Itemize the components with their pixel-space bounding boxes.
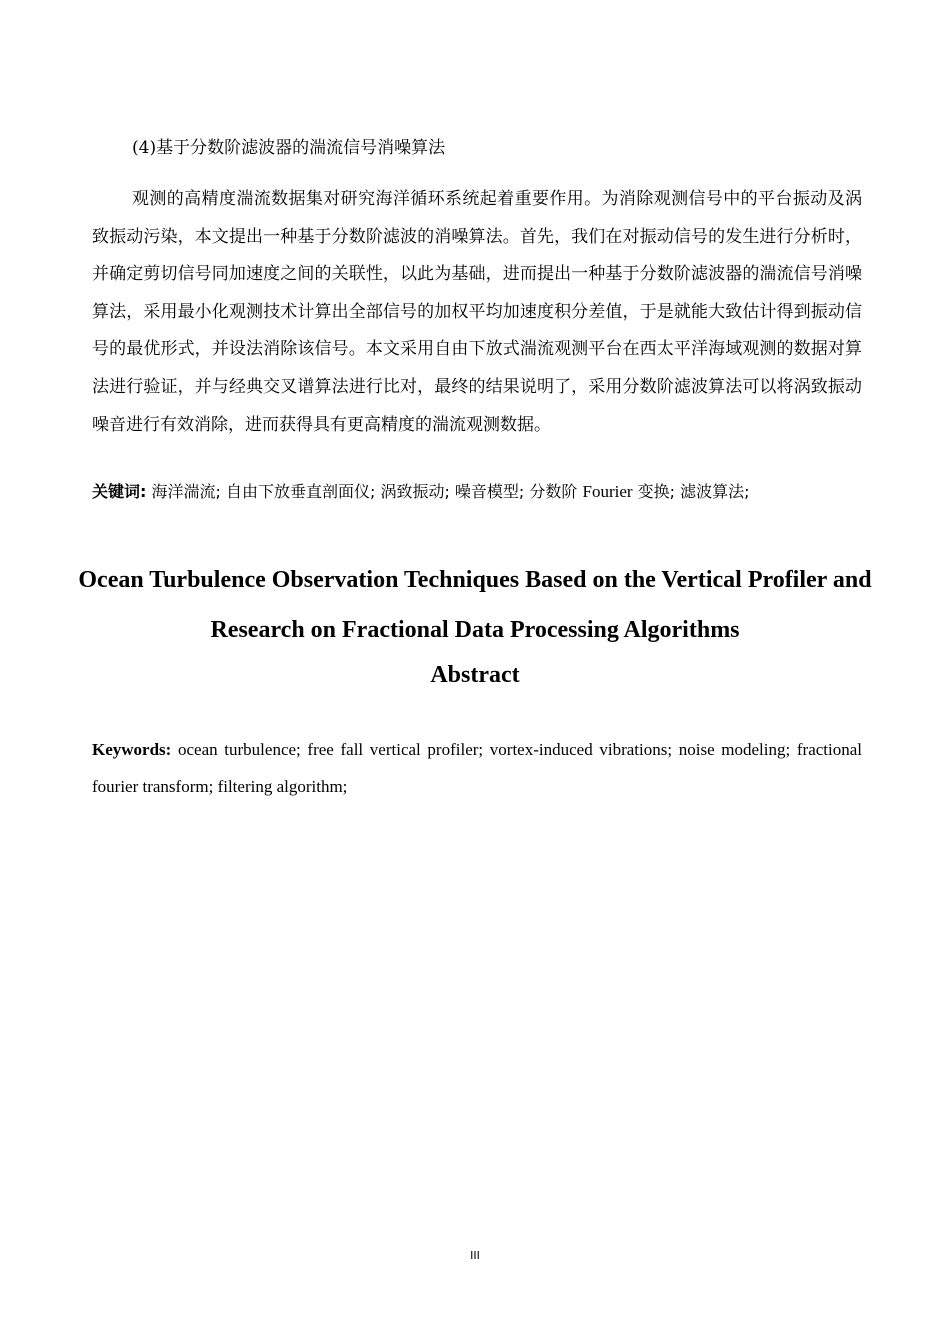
chinese-abstract-paragraph: 观测的高精度湍流数据集对研究海洋循环系统起着重要作用。为消除观测信号中的平台振动及涡致振动污染，本文提出一种基于分数阶滤波的消噪算法。首先，我们在对振动信号的发生进行分析时，并确定剪切信号同加速度之间的关联性，以此为基础，进而提出一种基于分数阶滤波器的湍流信号消噪算法，采用最小化观测技术计算出全部信号的加权平均加速度积分差值，于是就能大致估计得到振动信号的最优形式，并设法消除该信号。本文采用自由下放式湍流观测平台在西太平洋海域观测的数据对算法进行验证，并与经典交叉谱算法进行比对，最终的结果说明了，采用分数阶滤波算法可以将涡致振动噪音进行有效消除，进而获得具有更高精度的湍流观测数据。 [92, 189, 862, 435]
chinese-keywords-text-part1: 海洋湍流; 自由下放垂直剖面仪; 涡致振动; 噪音模型; 分数阶 [146, 482, 583, 501]
chinese-keywords-latin-term: Fourier [582, 482, 633, 501]
chinese-keywords-label: 关键词: [92, 482, 147, 501]
chinese-keywords [92, 478, 872, 506]
page-number: III [470, 1249, 480, 1262]
english-keywords-text: ocean turbulence; free fall vertical profiler; vortex-induced vibrations; noise modeling; fractional fourier transform; filtering algorithm; [92, 740, 862, 796]
section-heading: (4)基于分数阶滤波器的湍流信号消噪算法 [132, 138, 446, 158]
english-keywords [92, 731, 862, 805]
chinese-keywords-text-part2: 变换; 滤波算法; [632, 482, 750, 501]
english-abstract-heading: Abstract [430, 662, 520, 688]
english-keywords-label: Keywords: [92, 740, 172, 759]
english-title: Ocean Turbulence Observation Techniques Based on the Vertical Profiler and Research on Fractional Data Processing Algorithms [78, 567, 872, 643]
